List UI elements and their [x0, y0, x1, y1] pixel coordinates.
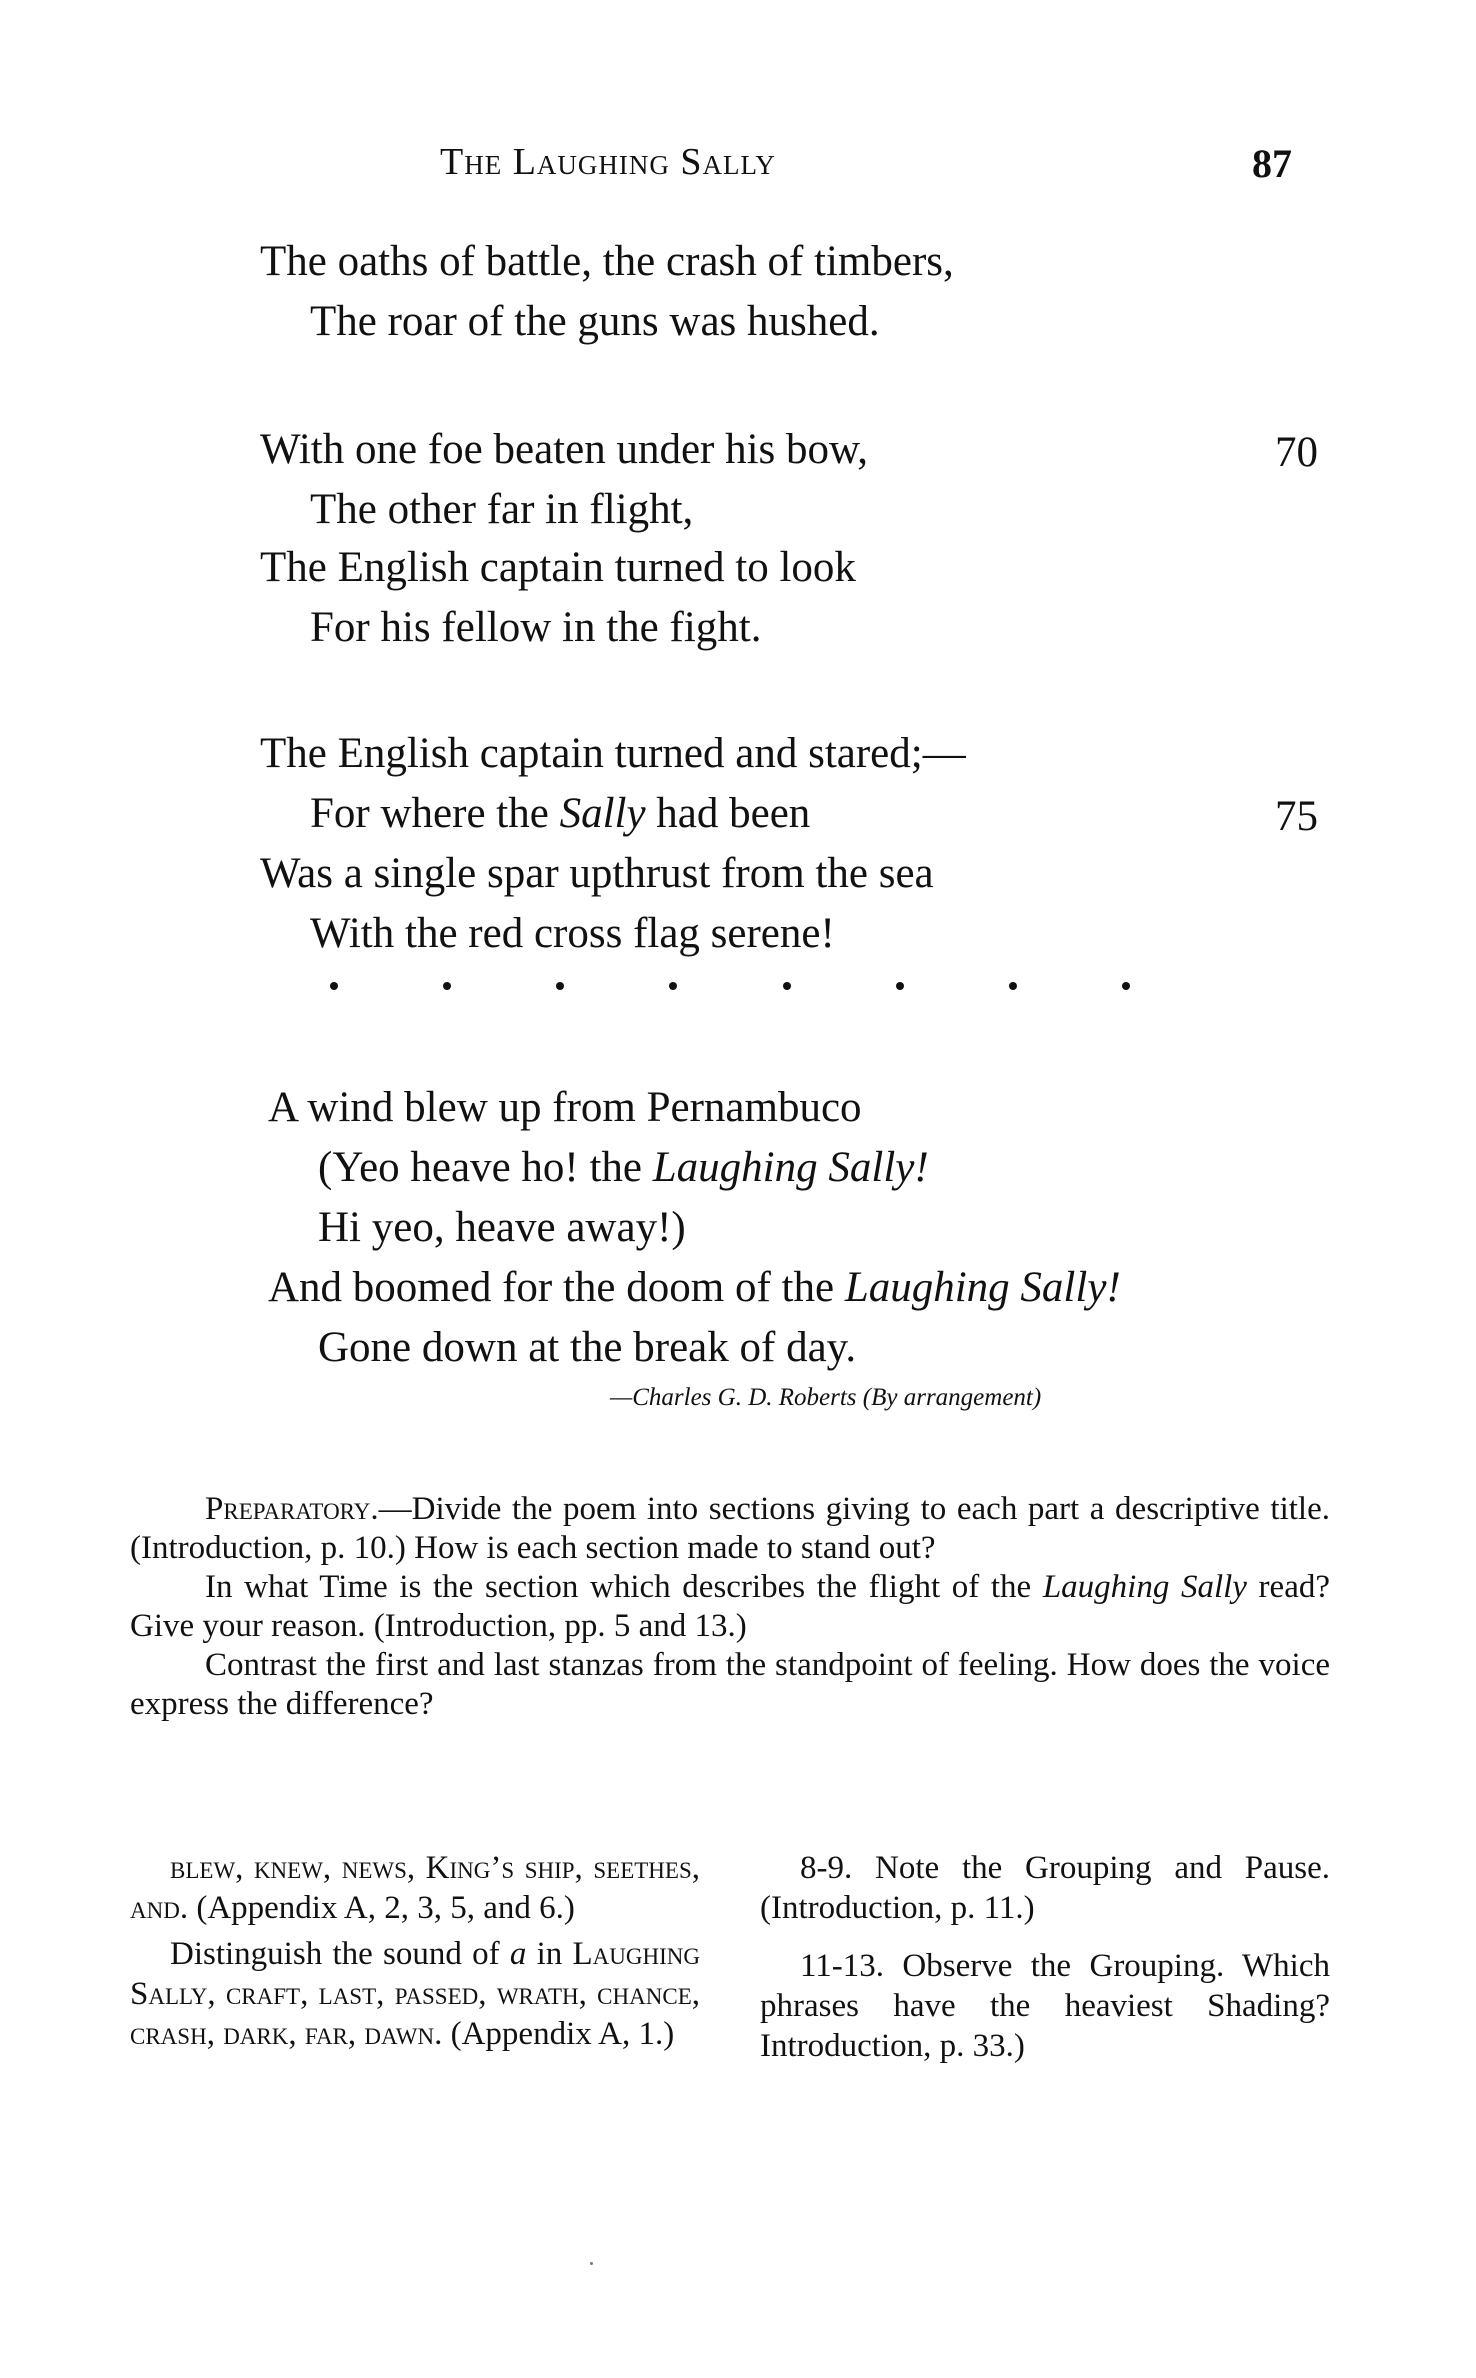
print-speck — [590, 2262, 593, 2265]
ellipsis-dots — [330, 982, 1130, 990]
note-paragraph: blew, knew, news, King’s ship, seethes, and. (Appendix A, 2, 3, 5, and 6.) — [130, 1850, 700, 1926]
ship-name: Laughing Sally! — [652, 1144, 929, 1191]
preparatory-notes — [130, 1490, 1330, 1724]
poem-line: For where the Sally had been — [310, 790, 811, 837]
dot — [556, 982, 564, 990]
line-number: 75 — [1275, 793, 1318, 840]
poem-line: The English captain turned and stared;— — [260, 730, 966, 777]
poem-line: The roar of the guns was hushed. — [310, 298, 880, 345]
dot — [1009, 982, 1017, 990]
preparatory-label: Preparatory. — [205, 1491, 379, 1527]
note-paragraph: In what Time is the section which describes the flight of the Laughing Sally read? Give your reason. (Introduction, pp. 5 and 13.) — [130, 1569, 1330, 1644]
poem-line: Hi yeo, heave away!) — [318, 1204, 686, 1251]
dot — [669, 982, 677, 990]
poem-line: The oaths of battle, the crash of timbers, — [260, 238, 954, 285]
left-study-column — [130, 1848, 700, 2054]
poem-line: The English captain turned to look — [260, 544, 856, 591]
ship-name: Sally — [559, 790, 646, 837]
dot — [896, 982, 904, 990]
dot — [443, 982, 451, 990]
ship-name: Laughing Sally! — [844, 1264, 1121, 1311]
poem-line: Gone down at the break of day. — [318, 1324, 857, 1371]
attribution: —Charles G. D. Roberts (By arrangement) — [610, 1384, 1042, 1411]
note-paragraph: 8-9. Note the Grouping and Pause. (Introduction, p. 11.) — [760, 1850, 1330, 1926]
note-paragraph: 11-13. Observe the Grouping. Which phrases have the heaviest Shading? Introduction, p. 33.) — [760, 1948, 1330, 2064]
poem-line: With the red cross flag serene! — [310, 910, 835, 957]
dot — [330, 982, 338, 990]
poem-line: For his fellow in the fight. — [310, 604, 762, 651]
poem-line: And boomed for the doom of the Laughing Sally! — [268, 1264, 1121, 1311]
running-header-title: The Laughing Sally — [440, 141, 776, 183]
dot — [1122, 982, 1130, 990]
poem-line: Was a single spar upthrust from the sea — [260, 850, 934, 897]
note-paragraph: Contrast the first and last stanzas from the standpoint of feeling. How does the voice express the difference? — [130, 1647, 1330, 1722]
right-study-column — [760, 1848, 1330, 2066]
page-number: 87 — [1252, 141, 1292, 186]
line-number: 70 — [1275, 429, 1318, 476]
poem-line: The other far in flight, — [310, 486, 694, 533]
note-paragraph: Preparatory.—Divide the poem into sections giving to each part a descriptive title. (Introduction, p. 10.) How is each section made to stand out? — [130, 1491, 1330, 1566]
dot — [783, 982, 791, 990]
poem-line: With one foe beaten under his bow, — [260, 426, 869, 473]
note-paragraph: Distinguish the sound of a in Laughing Sally, craft, last, passed, wrath, chance, crash, dark, far, dawn. (Appendix A, 1.) — [130, 1936, 700, 2052]
poem-line: (Yeo heave ho! the Laughing Sally! — [318, 1144, 929, 1191]
poem-line: A wind blew up from Pernambuco — [268, 1084, 862, 1131]
